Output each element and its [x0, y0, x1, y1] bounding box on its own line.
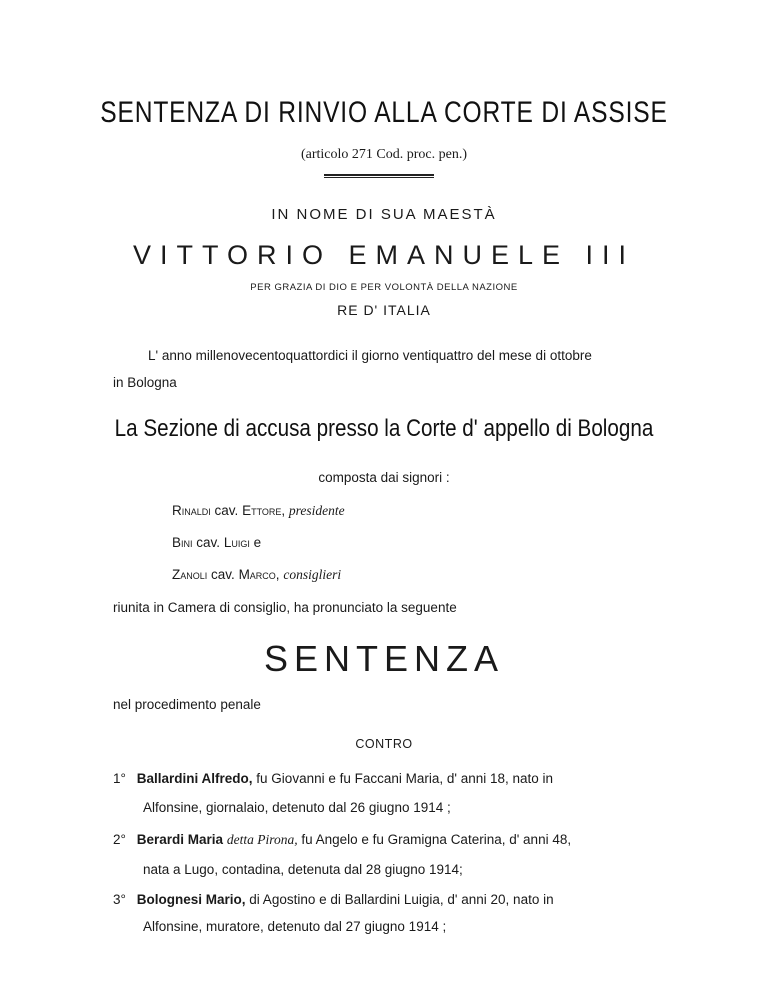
court-heading: La Sezione di accusa presso la Corte d' appello di Bologna: [114, 415, 654, 442]
court-member: [172, 535, 261, 550]
defendant-name: Berardi Maria: [136, 832, 224, 847]
member-role: e: [253, 535, 262, 550]
document-title: SENTENZA DI RINVIO ALLA CORTE DI ASSISE: [100, 96, 668, 129]
member-role: presidente: [288, 503, 345, 518]
defendant-alias: detta Pirona,: [226, 832, 298, 847]
defendant-number: 1°: [113, 771, 126, 786]
date-line: L' anno millenovecentoquattordici il giorno ventiquattro del mese di ottobre: [148, 348, 592, 363]
member-given: Luigi: [223, 535, 250, 550]
defendant-line: [113, 771, 553, 786]
defendant-name: Ballardini Alfredo,: [136, 771, 253, 786]
defendant-details: fu Angelo e fu Gramigna Caterina, d' anni 48,: [301, 832, 572, 847]
against-label: CONTRO: [355, 737, 413, 751]
defendant-line: [113, 892, 554, 907]
defendant-number: 2°: [113, 832, 126, 847]
member-surname: Rinaldi: [172, 503, 211, 518]
court-member: [172, 567, 341, 583]
place-line: in Bologna: [113, 375, 177, 390]
defendant-details: fu Giovanni e fu Faccani Maria, d' anni 18, nato in: [256, 771, 554, 786]
member-title: cav.: [214, 503, 239, 518]
defendant-number: 3°: [113, 892, 126, 907]
legal-reference: (articolo 271 Cod. proc. pen.): [300, 147, 467, 162]
king-name: VITTORIO EMANUELE III: [132, 240, 636, 270]
proceeding-line: nel procedimento penale: [113, 697, 261, 712]
composed-by: composta dai signori :: [318, 470, 450, 485]
divider-rule: [324, 174, 434, 178]
verdict-heading: SENTENZA: [263, 638, 505, 679]
member-given: Ettore,: [242, 503, 286, 518]
member-role: consiglieri: [283, 567, 342, 582]
defendant-details-line: nata a Lugo, contadina, detenuta dal 28 giugno 1914;: [143, 862, 463, 877]
defendant-line: [113, 832, 571, 848]
member-title: cav.: [196, 535, 221, 550]
member-surname: Bini: [172, 535, 193, 550]
invocation-line: IN NOME DI SUA MAESTÀ: [271, 206, 497, 223]
member-surname: Zanoli: [172, 567, 208, 582]
member-given: Marco,: [238, 567, 280, 582]
member-title: cav.: [211, 567, 235, 582]
grace-formula: PER GRAZIA DI DIO E PER VOLONTÀ DELLA NAZIONE: [250, 282, 518, 293]
defendant-details: di Agostino e di Ballardini Luigia, d' anni 20, nato in: [249, 892, 554, 907]
defendant-name: Bolognesi Mario,: [136, 892, 246, 907]
defendant-details-line: Alfonsine, giornalaio, detenuto dal 26 giugno 1914 ;: [143, 800, 451, 815]
defendant-details-line: Alfonsine, muratore, detenuto dal 27 giugno 1914 ;: [143, 919, 447, 934]
realm-title: RE D' ITALIA: [337, 302, 431, 318]
meeting-line: riunita in Camera di consiglio, ha pronunciato la seguente: [113, 600, 457, 615]
court-member: [172, 503, 345, 519]
